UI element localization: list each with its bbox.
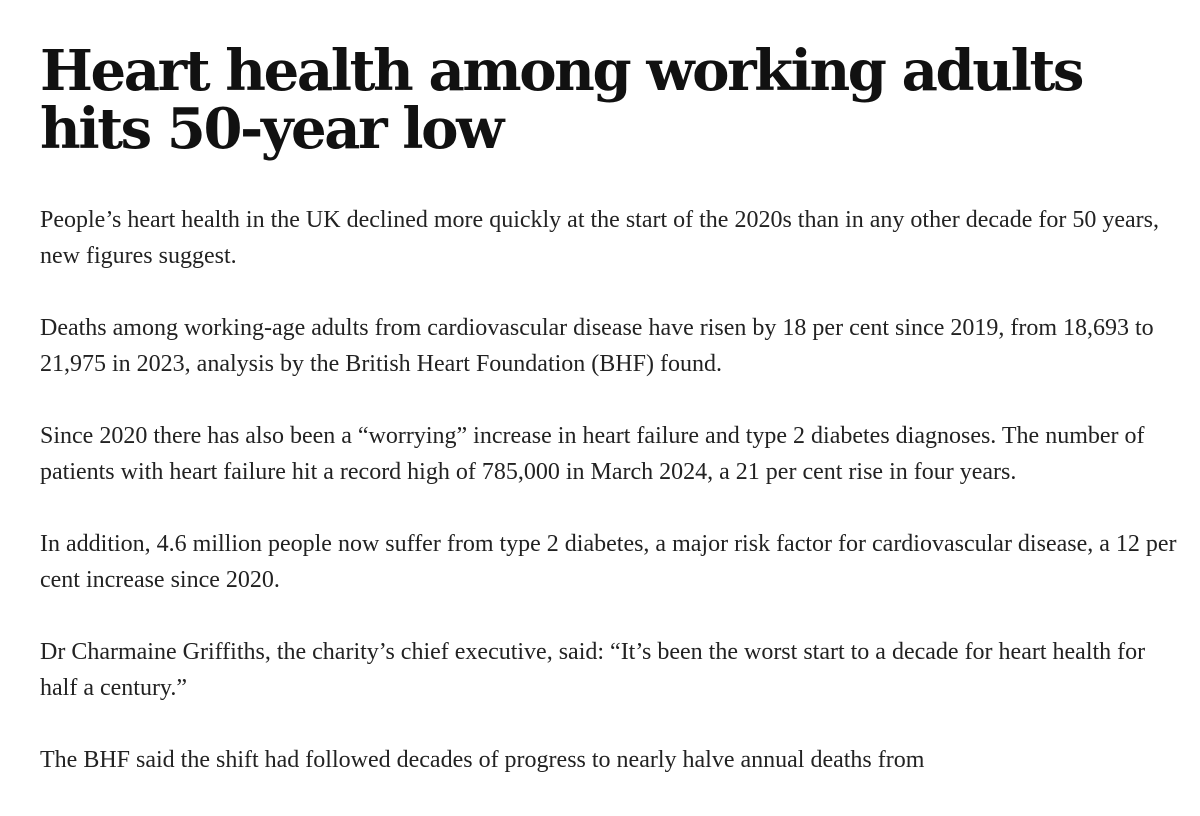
article-paragraph-4: In addition, 4.6 million people now suffer from type 2 diabetes, a major risk factor for cardiovascular disease, a 12 per cent increase since 2020. — [40, 531, 1177, 593]
article-paragraph-3: Since 2020 there has also been a “worrying” increase in heart failure and type 2 diabetes diagnoses. The number of patients with heart failure hit a record high of 785,000 in March 2024, a 21 per cent rise in four years. — [40, 423, 1145, 485]
article-paragraph-5: Dr Charmaine Griffiths, the charity’s chief executive, said: “It’s been the worst start to a decade for heart health for half a century.” — [40, 639, 1146, 701]
article-headline: Heart health among working adults hits 50-year low — [40, 38, 1083, 162]
article — [40, 0, 1180, 778]
article-paragraph-2: Deaths among working-age adults from cardiovascular disease have risen by 18 per cent since 2019, from 18,693 to 21,975 in 2023, analysis by the British Heart Foundation (BHF) found. — [40, 315, 1154, 377]
article-paragraph-6: The BHF said the shift had followed decades of progress to nearly halve annual deaths from — [40, 747, 925, 773]
article-paragraph-1: People’s heart health in the UK declined more quickly at the start of the 2020s than in any other decade for 50 years, new figures suggest. — [40, 207, 1159, 269]
